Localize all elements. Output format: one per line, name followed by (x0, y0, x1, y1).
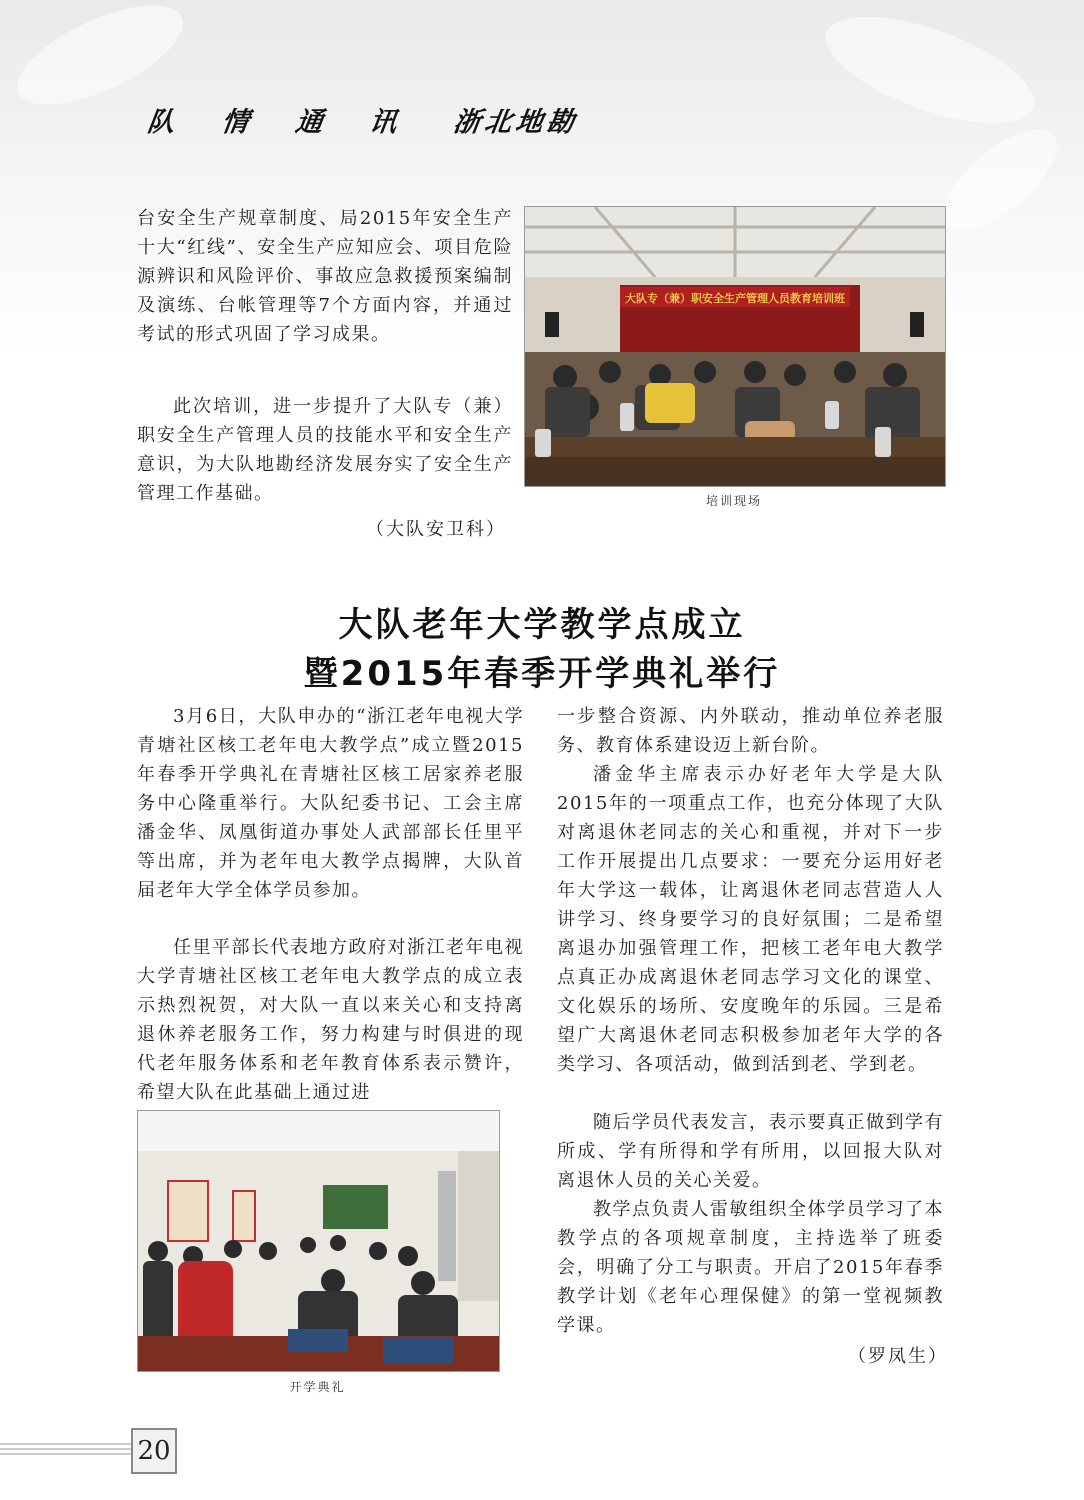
background-leaf-decoration (927, 112, 1073, 248)
training-photo (524, 206, 946, 487)
article2-left-paragraph-2: 任里平部长代表地方政府对浙江老年电视大学青塘社区核工老年电大教学点的成立表示热烈祝贺，对大队一直以来关心和支持离退休养老服务工作，努力构建与时俱进的现代老年服务体系和老年教育体系表示赞许，希望大队在此基础上通过进 (137, 937, 524, 1103)
article2-title-line1: 大队老年大学教学点成立 (338, 605, 746, 645)
header-char: 讯 (367, 106, 399, 138)
section-header (145, 98, 608, 140)
training-photo-illustration (525, 207, 945, 486)
header-char: 通 (293, 106, 325, 138)
ceremony-photo-illustration (138, 1111, 499, 1371)
background-leaf-decoration (813, 0, 1047, 145)
ceremony-photo-caption: 开学典礼 (289, 1380, 346, 1394)
page-number: 20 (131, 1428, 177, 1474)
banner-text: 大队专（兼）职安全生产管理人员教育培训班 (625, 292, 845, 305)
article2-left-paragraph-1: 3月6日，大队申办的“浙江老年电视大学青塘社区核工老年电大教学点”成立暨2015年春季开学典礼在青塘社区核工居家养老服务中心隆重举行。大队纪委书记、工会主席潘金华、凤凰街道办事处人武部部长任里平等出席，并为老年电大教学点揭牌，大队首届老年大学全体学员参加。 (137, 706, 524, 901)
header-suffix: 浙北地勘 (451, 106, 580, 138)
article1-paragraph-conclusion: 此次培训，进一步提升了大队专（兼）职安全生产管理人员的技能水平和安全生产意识，为大队地勘经济发展夯实了安全生产管理工作基础。 (137, 396, 513, 504)
page-number-lines (0, 1440, 132, 1460)
header-char: 队 (145, 106, 177, 138)
article2-right-paragraph-4: 教学点负责人雷敏组织全体学员学习了本教学点的各项规章制度，主持选举了班委会，明确了分工与职责。开启了2015年春季教学计划《老年心理保健》的第一堂视频教学课。 (557, 1199, 944, 1336)
article1-signoff: （大队安卫科） (366, 519, 506, 540)
article1-paragraph-continued: 台安全生产规章制度、局2015年安全生产十大“红线”、安全生产应知应会、项目危险源辨识和风险评价、事故应急救援预案编制及演练、台帐管理等7个方面内容，并通过考试的形式巩固了学习成果。 (137, 208, 513, 345)
article2-right-paragraph-1: 一步整合资源、内外联动，推动单位养老服务、教育体系建设迈上新台阶。 (557, 706, 944, 756)
ceremony-photo (137, 1110, 500, 1372)
article2-signoff: （罗凤生） (848, 1346, 948, 1367)
training-photo-caption: 培训现场 (705, 494, 762, 508)
article2-right-paragraph-3: 随后学员代表发言，表示要真正做到学有所成、学有所得和学有所用，以回报大队对离退休人员的关心关爱。 (557, 1112, 944, 1191)
article2-right-paragraph-2: 潘金华主席表示办好老年大学是大队2015年的一项重点工作，也充分体现了大队对离退休老同志的关心和重视，并对下一步工作开展提出几点要求：一要充分运用好老年大学这一载体，让离退休老同志营造人人讲学习、终身要学习的良好氛围；二是希望离退办加强管理工作，把核工老年电大教学点真正办成离退休老同志学习文化的课堂、文化娱乐的场所、安度晚年的乐园。三是希望广大离退休老同志积极参加老年大学的各类学习、各项活动，做到活到老、学到老。 (557, 764, 944, 1075)
header-char: 情 (219, 106, 251, 138)
article2-title-line2: 暨2015年春季开学典礼举行 (303, 654, 781, 694)
